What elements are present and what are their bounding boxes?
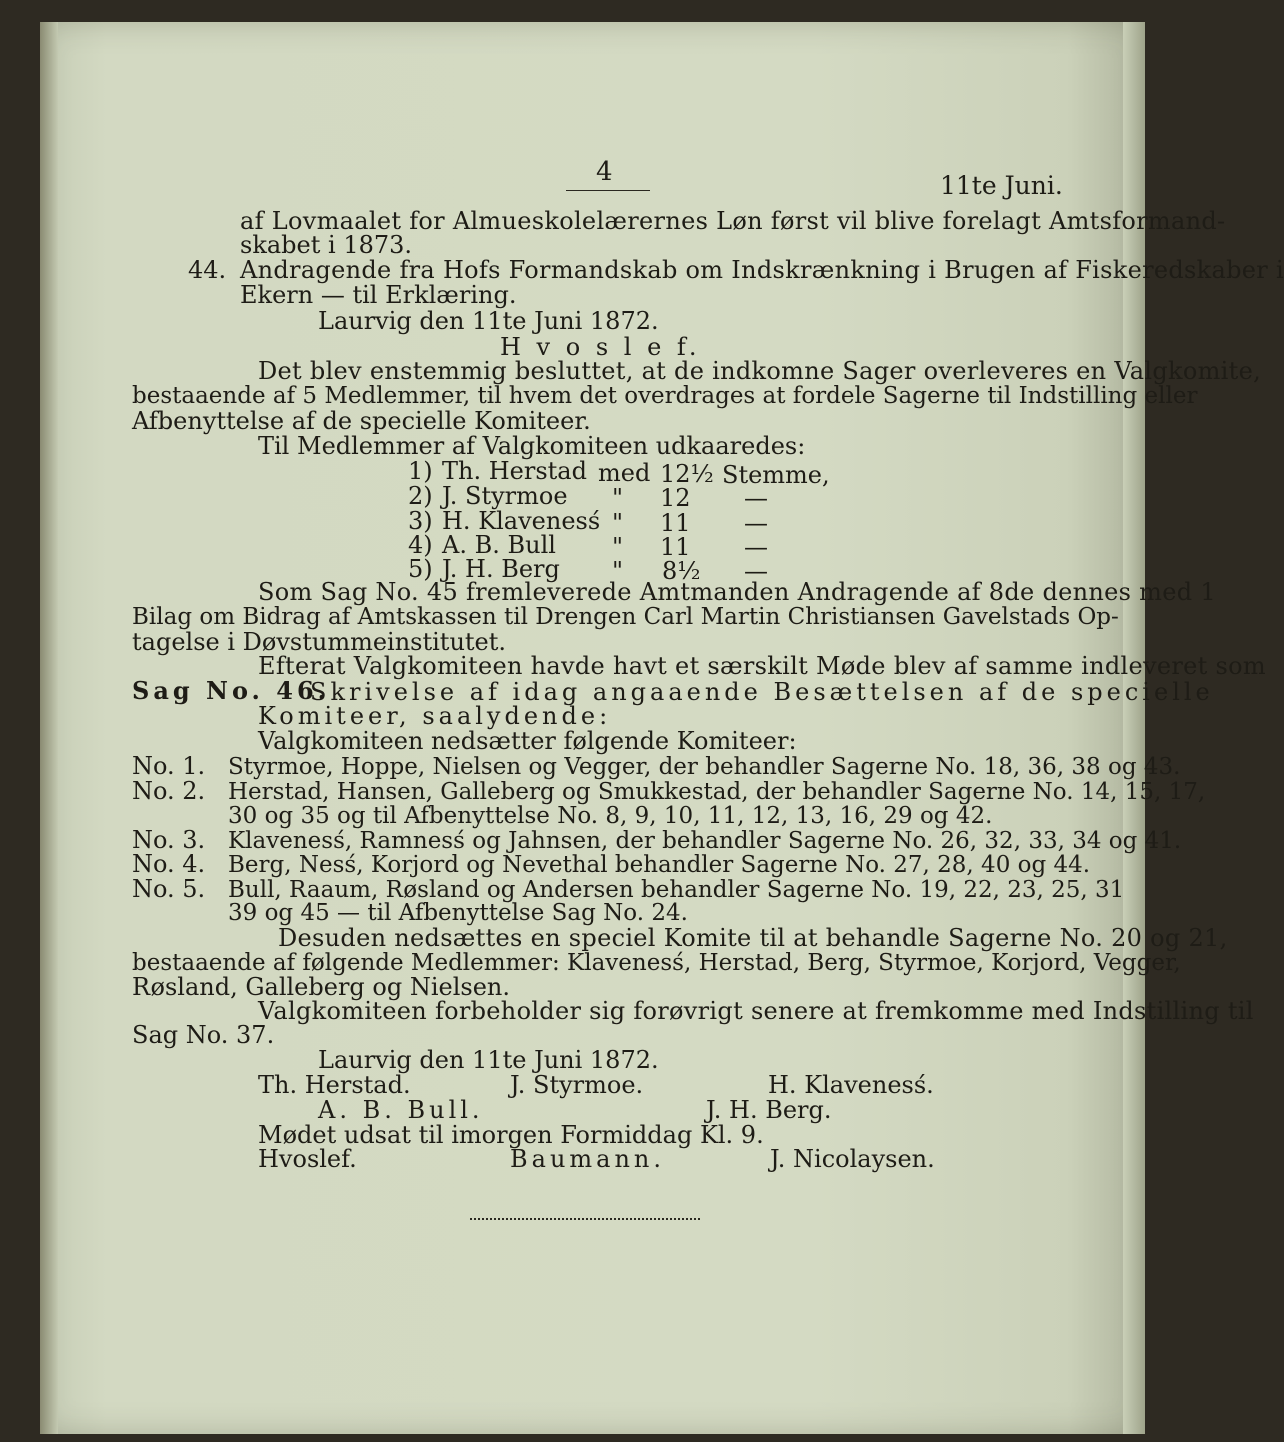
text-line: Desuden nedsættes en speciel Komite til at behandle Sagerne No. 20 og 21, — [278, 924, 1228, 952]
text-line: Efterat Valgkomiteen havde havt et særskilt Møde blev af samme indleveret som — [258, 652, 1266, 680]
vote-name: Th. Herstad — [442, 457, 587, 485]
text-line: Komiteer, saalydende: — [258, 702, 612, 730]
text-line: Til Medlemmer af Valgkomiteen udkaaredes: — [258, 432, 806, 460]
committee-number: No. 5. — [132, 875, 206, 903]
vote-num: 3) — [408, 507, 433, 535]
vote-num: 5) — [408, 555, 433, 583]
committee-number: No. 2. — [132, 777, 206, 805]
page-binding-edge — [40, 22, 58, 1434]
committee-text: Klavenesś, Ramnesś og Jahnsen, der behandler Sagerne No. 26, 32, 33, 34 og 41. — [228, 828, 1182, 854]
end-rule — [470, 1218, 700, 1222]
text-line: bestaaende af følgende Medlemmer: Klavenesś, Herstad, Berg, Styrmoe, Korjord, Vegger, — [132, 950, 1181, 976]
signature-herstad: Th. Herstad. — [258, 1071, 411, 1099]
signature-berg: J. H. Berg. — [706, 1096, 832, 1124]
committee-text: Styrmoe, Hoppe, Nielsen og Vegger, der behandler Sagerne No. 18, 36, 38 og 43. — [228, 754, 1181, 780]
text-line: Det blev enstemmig besluttet, at de indkomne Sager overleveres en Valgkomite, — [258, 357, 1262, 385]
vote-name: H. Klavenesś — [442, 507, 601, 535]
text-line: Bilag om Bidrag af Amtskassen til Drengen Carl Martin Christiansen Gavelstads Op- — [132, 604, 1119, 630]
vote-name: J. H. Berg — [442, 555, 560, 583]
text-line: tagelse i Døvstummeinstitutet. — [132, 628, 507, 656]
vote-name: J. Styrmoe — [442, 482, 568, 510]
vote-unit: — — [744, 509, 768, 537]
place-date-line: Laurvig den 11te Juni 1872. — [318, 307, 659, 335]
vote-name: A. B. Bull — [442, 531, 556, 559]
signature-hvoslef: H v o s l e f. — [500, 333, 701, 361]
committee-text: 39 og 45 — til Afbenyttelse Sag No. 24. — [228, 900, 688, 926]
vote-prep: " — [612, 533, 624, 561]
text-line: Sag No. 37. — [132, 1021, 275, 1049]
signature-styrmoe: J. Styrmoe. — [510, 1071, 644, 1099]
signature-klaveness: H. Klavenesś. — [768, 1071, 934, 1099]
place-date-line: Laurvig den 11te Juni 1872. — [318, 1046, 659, 1074]
vote-prep: med — [598, 459, 651, 487]
text-line: Valgkomiteen forbeholder sig forøvrigt senere at fremkomme med Indstilling til — [258, 997, 1254, 1025]
text-line: Skrivelse af idag angaaende Besættelsen af de specielle — [310, 678, 1214, 706]
committee-text: Herstad, Hansen, Galleberg og Smukkestad, der behandler Sagerne No. 14, 15, 17, — [228, 779, 1206, 805]
page-number-underline — [566, 190, 650, 191]
vote-prep: " — [612, 557, 624, 585]
vote-unit: — — [744, 533, 768, 561]
vote-count: 11 — [660, 533, 691, 561]
vote-count: 12½ — [660, 460, 714, 488]
signature-baumann: Baumann. — [510, 1145, 666, 1173]
vote-count: 8½ — [662, 557, 701, 585]
case-heading: Sag No. 46. — [132, 676, 331, 705]
signature-nicolaysen: J. Nicolaysen. — [770, 1145, 935, 1173]
vote-unit: Stemme, — [722, 461, 830, 489]
text-line: af Lovmaalet for Almueskolelærernes Løn først vil blive forelagt Amtsformand- — [240, 207, 1226, 235]
vote-prep: " — [612, 484, 624, 512]
committee-number: No. 3. — [132, 826, 206, 854]
committee-number: No. 1. — [132, 752, 206, 780]
vote-unit: — — [744, 557, 768, 585]
text-line: Som Sag No. 45 fremleverede Amtmanden Andragende af 8de dennes med 1 — [258, 578, 1216, 606]
vote-count: 11 — [660, 509, 691, 537]
item-number: 44. — [188, 256, 227, 284]
signature-hvoslef-final: Hvoslef. — [258, 1145, 357, 1173]
vote-num: 1) — [408, 457, 433, 485]
page-number: 4 — [596, 157, 613, 187]
committee-number: No. 4. — [132, 850, 206, 878]
text-line: Afbenyttelse af de specielle Komiteer. — [132, 407, 591, 435]
signature-bull: A. B. Bull. — [318, 1096, 484, 1124]
committee-text: 30 og 35 og til Afbenyttelse No. 8, 9, 10, 11, 12, 13, 16, 29 og 42. — [228, 803, 993, 829]
text-line: skabet i 1873. — [240, 231, 413, 259]
vote-num: 2) — [408, 482, 433, 510]
vote-num: 4) — [408, 531, 433, 559]
vote-count: 12 — [660, 484, 691, 512]
header-date: 11te Juni. — [940, 171, 1063, 200]
vote-unit: — — [744, 484, 768, 512]
text-line: Ekern — til Erklæring. — [240, 281, 517, 309]
committee-text: Bull, Raaum, Røsland og Andersen behandler Sagerne No. 19, 22, 23, 25, 31 — [228, 877, 1125, 903]
text-line: bestaaende af 5 Medlemmer, til hvem det overdrages at fordele Sagerne til Indstilling eller — [132, 383, 1198, 409]
closing-line: Mødet udsat til imorgen Formiddag Kl. 9. — [258, 1121, 764, 1149]
committee-text: Berg, Nesś, Korjord og Nevethal behandler Sagerne No. 27, 28, 40 og 44. — [228, 852, 1091, 878]
vote-prep: " — [612, 509, 624, 537]
text-line: Valgkomiteen nedsætter følgende Komiteer: — [258, 727, 797, 755]
text-line: Andragende fra Hofs Formandskab om Indskrænkning i Brugen af Fiskeredskaber i — [240, 256, 1284, 284]
text-line: Røsland, Galleberg og Nielsen. — [132, 973, 511, 1001]
